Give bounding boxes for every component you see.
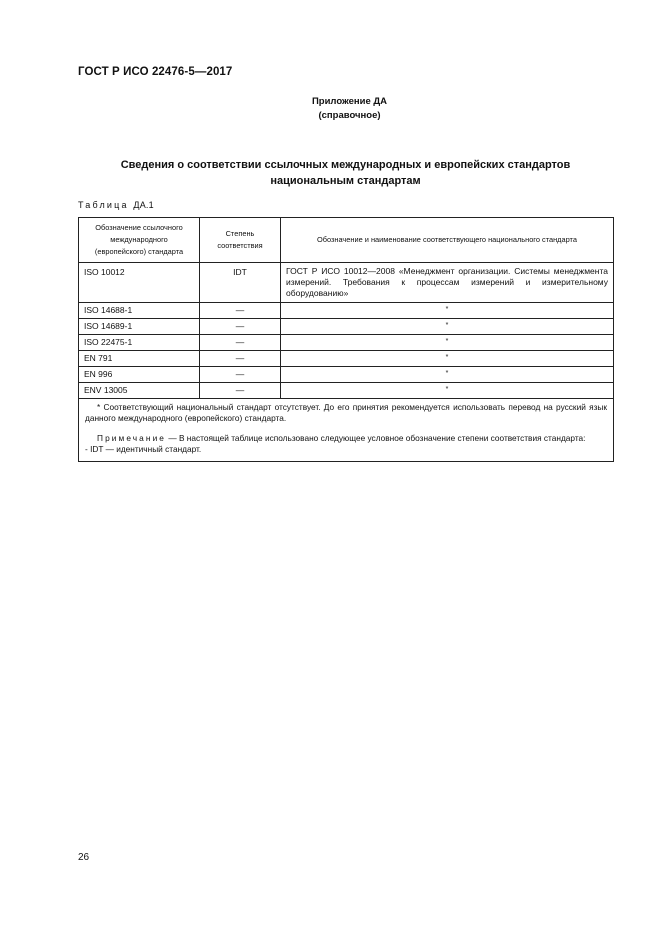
table-label bbox=[78, 200, 154, 210]
cell-degree: — bbox=[200, 319, 281, 335]
cell-national: * bbox=[281, 351, 614, 367]
cell-reference: ISO 14688-1 bbox=[79, 303, 200, 319]
table-row bbox=[79, 303, 614, 319]
cell-degree: IDT bbox=[200, 263, 281, 303]
cell-national: * bbox=[281, 335, 614, 351]
cell-national: ГОСТ Р ИСО 10012—2008 «Менеджмент организации. Системы менеджмента измерений. Требования к процессам измерений и измерительному оборудованию» bbox=[281, 263, 614, 303]
section-title-line1: Сведения о соответствии ссылочных международных и европейских стандартов bbox=[120, 159, 571, 171]
table-row bbox=[79, 351, 614, 367]
cell-reference: ISO 10012 bbox=[79, 263, 200, 303]
correspondence-table bbox=[78, 217, 614, 462]
cell-degree: — bbox=[200, 335, 281, 351]
table-notes-row bbox=[79, 399, 614, 462]
cell-reference: ENV 13005 bbox=[79, 383, 200, 399]
table-row bbox=[79, 383, 614, 399]
cell-degree: — bbox=[200, 383, 281, 399]
table-label-prefix: Таблица bbox=[78, 200, 129, 210]
page-number: 26 bbox=[78, 852, 90, 863]
cell-degree: — bbox=[200, 367, 281, 383]
table-notes bbox=[79, 399, 614, 462]
cell-national: * bbox=[281, 303, 614, 319]
note bbox=[85, 433, 607, 444]
table-header-row bbox=[79, 218, 614, 263]
cell-reference: ISO 22475-1 bbox=[79, 335, 200, 351]
cell-reference: EN 996 bbox=[79, 367, 200, 383]
appendix-title: Приложение ДА bbox=[311, 96, 388, 107]
cell-reference: EN 791 bbox=[79, 351, 200, 367]
cell-national: * bbox=[281, 367, 614, 383]
section-title-line2: национальным стандартам bbox=[270, 175, 421, 187]
appendix-subtitle: (справочное) bbox=[318, 110, 381, 121]
appendix-heading bbox=[0, 95, 661, 123]
cell-national: * bbox=[281, 383, 614, 399]
note-text: — В настоящей таблице использовано следующее условное обозначение степени соответствия стандарта: bbox=[166, 433, 586, 443]
footnote: * Соответствующий национальный стандарт отсутствует. До его принятия рекомендуется использовать перевод на русский язык данного международного (европейского) стандарта. bbox=[85, 402, 607, 423]
table-row bbox=[79, 319, 614, 335]
table-row bbox=[79, 263, 614, 303]
document-code: ГОСТ Р ИСО 22476-5—2017 bbox=[78, 66, 233, 78]
header-national-standard: Обозначение и наименование соответствующего национального стандарта bbox=[281, 218, 614, 263]
header-reference-standard: Обозначение ссылочного международного (европейского) стандарта bbox=[79, 218, 200, 263]
cell-national: * bbox=[281, 319, 614, 335]
note-item: - IDT — идентичный стандарт. bbox=[85, 444, 202, 454]
table-row bbox=[79, 367, 614, 383]
cell-reference: ISO 14689-1 bbox=[79, 319, 200, 335]
table-row bbox=[79, 335, 614, 351]
header-degree: Степень соответствия bbox=[200, 218, 281, 263]
cell-degree: — bbox=[200, 351, 281, 367]
cell-degree: — bbox=[200, 303, 281, 319]
table-label-number: ДА.1 bbox=[133, 200, 154, 210]
note-label: Примечание bbox=[97, 433, 167, 443]
section-title bbox=[78, 157, 613, 189]
